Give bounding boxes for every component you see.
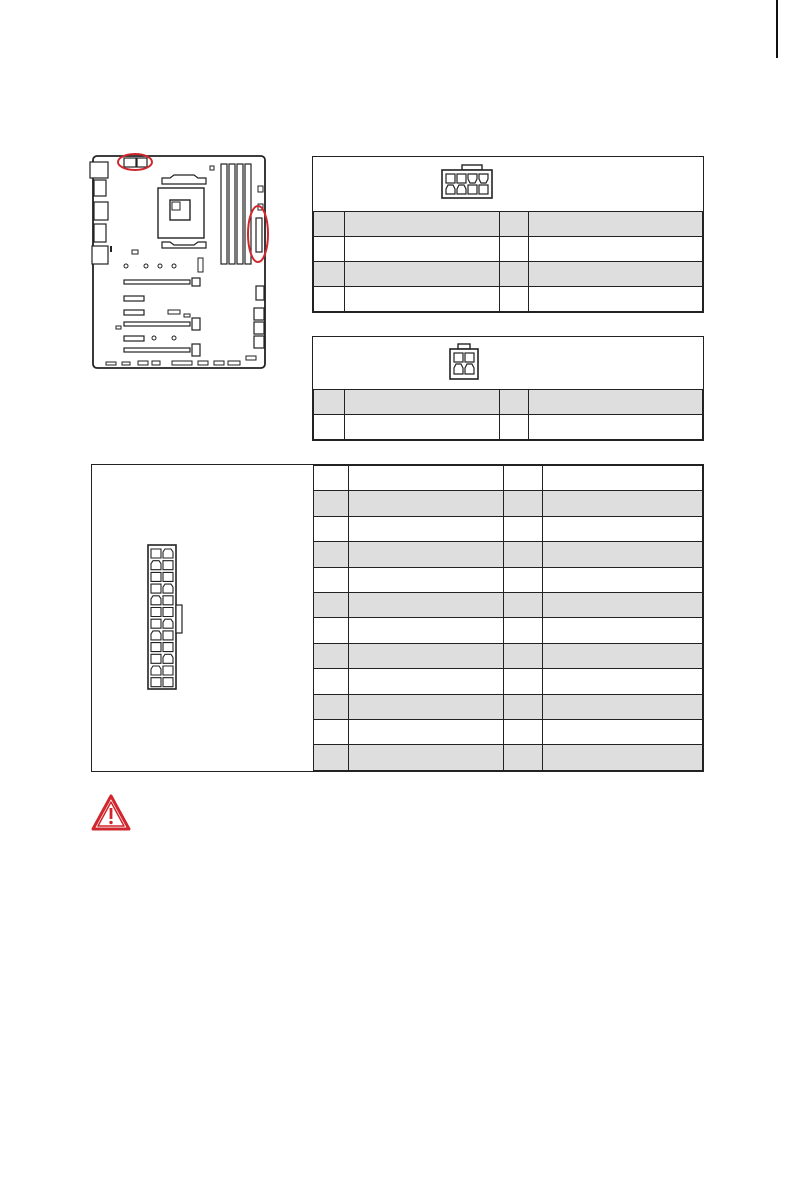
connector-pin — [163, 654, 173, 663]
connector-pin — [163, 561, 173, 570]
connector-pin — [151, 631, 161, 640]
table-row — [314, 618, 703, 643]
table-row — [314, 212, 703, 237]
8-pin-connector-icon — [440, 164, 494, 200]
page-edge-marker — [776, 0, 778, 58]
atx-4pin-table — [313, 389, 703, 440]
connector-pin — [151, 643, 161, 652]
table-row — [314, 287, 703, 312]
connector-pin — [151, 619, 161, 628]
table-row — [314, 390, 703, 415]
table-row — [314, 491, 703, 516]
connector-pin — [151, 678, 161, 687]
table-row — [314, 745, 703, 770]
connector-pin — [163, 619, 173, 628]
connector-pin — [151, 596, 161, 605]
connector-pin — [151, 561, 161, 570]
table-row — [314, 669, 703, 694]
connector-pin — [151, 584, 161, 593]
24-pin-connector-icon — [146, 543, 186, 691]
table-row — [314, 262, 703, 287]
connector-pin — [151, 549, 161, 558]
table-row — [314, 567, 703, 592]
table-row — [314, 694, 703, 719]
connector-pin — [163, 643, 173, 652]
table-row — [314, 237, 703, 262]
motherboard-diagram — [88, 150, 270, 372]
connector-pin — [163, 608, 173, 617]
connector-pin — [163, 631, 173, 640]
table-row — [314, 466, 703, 491]
table-row — [314, 415, 703, 440]
atx-8pin-table — [313, 211, 703, 312]
4-pin-connector-icon — [448, 343, 480, 381]
connector-pin — [151, 608, 161, 617]
atx-24pin-table — [313, 465, 703, 771]
table-row — [314, 516, 703, 541]
connector-pin — [163, 666, 173, 675]
connector-pin — [163, 549, 173, 558]
connector-pin — [151, 572, 161, 581]
table-row — [314, 592, 703, 617]
connector-pin — [163, 678, 173, 687]
connector-pin — [151, 654, 161, 663]
connector-pin — [163, 572, 173, 581]
warning-triangle-icon — [90, 793, 132, 833]
table-row — [314, 542, 703, 567]
connector-pin — [151, 666, 161, 675]
table-row — [314, 643, 703, 668]
connector-pin — [163, 596, 173, 605]
connector-pin — [163, 584, 173, 593]
table-row — [314, 719, 703, 744]
